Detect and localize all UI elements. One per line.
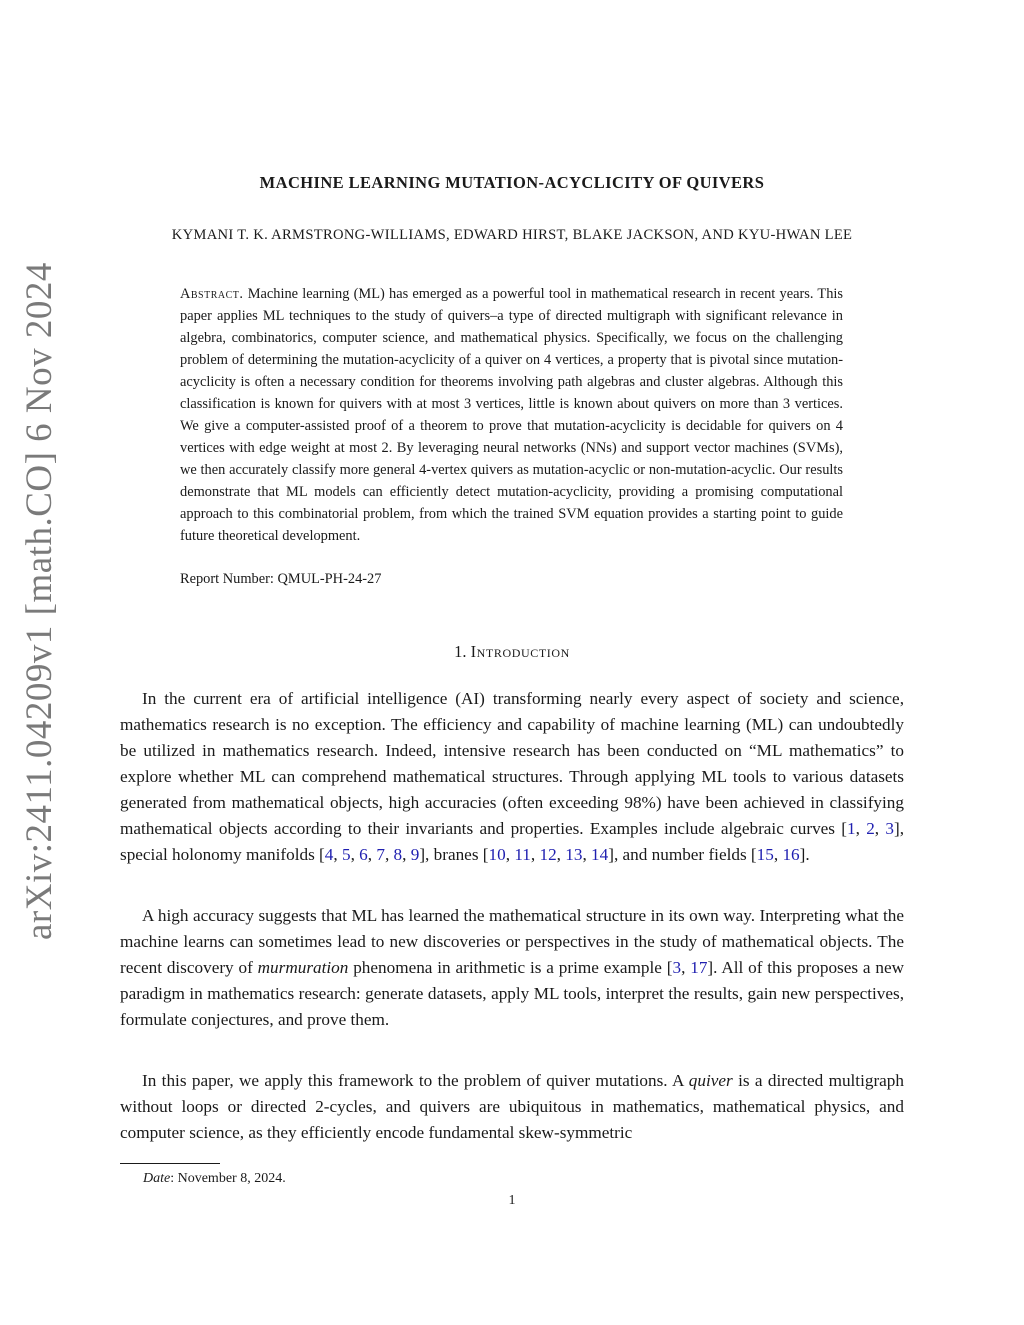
para3-italic-term: quiver bbox=[688, 1071, 733, 1090]
section-heading bbox=[0, 642, 1024, 662]
citation-link[interactable]: 2 bbox=[866, 819, 875, 838]
para1-text-a: In the current era of artificial intelligence (AI) transforming nearly every aspect of society and science, mathematics research is no exception. The efficiency and capability of machine learning (ML) can undoubtedly be utilized in mathematics research. Indeed, intensive research has been conducted on “ML mathematics” to explore whether ML can comprehend mathematical structures. Through applying ML tools to various datasets generated from mathematical objects, high accuracies (often exceeding 98%) have been achieved in classifying mathematical objects according to their invariants and properties. Examples include algebraic curves [ bbox=[120, 689, 904, 838]
footnote-label: Date bbox=[143, 1171, 171, 1186]
report-number: Report Number: QMUL-PH-24-27 bbox=[180, 571, 382, 587]
citation-link[interactable]: 10 bbox=[488, 845, 506, 864]
citation-link[interactable]: 16 bbox=[782, 845, 800, 864]
citation-link[interactable]: 6 bbox=[359, 845, 368, 864]
paragraph-3 bbox=[120, 1068, 904, 1146]
citation-link[interactable]: 14 bbox=[591, 845, 609, 864]
arxiv-identifier-stamp: arXiv:2411.04209v1 [math.CO] 6 Nov 2024 bbox=[19, 262, 60, 940]
citation-link[interactable]: 17 bbox=[690, 958, 708, 977]
para3-text-a: In this paper, we apply this framework to the problem of quiver mutations. A bbox=[142, 1071, 689, 1090]
citation-link[interactable]: 4 bbox=[324, 845, 334, 864]
abstract-label: Abstract. bbox=[180, 286, 244, 302]
abstract-text: Machine learning (ML) has emerged as a powerful tool in mathematical research in recent years. This paper applies ML techniques to the study of quivers–a type of directed multigraph with significant relevance in algebra, combinatorics, computer science, and mathematical physics. Specifically, we focus on the challenging problem of determining the mutation-acyclicity of a quiver on 4 vertices, a property that is pivotal since mutation-acyclicity is often a necessary condition for theorems involving path algebras and cluster algebras. Although this classification is known for quivers with at most 3 vertices, little is known about quivers on more than 3 vertices. We give a computer-assisted proof of a theorem to prove that mutation-acyclicity is decidable for quivers on 4 vertices with edge weight at most 2. By leveraging neural networks (NNs) and support vector machines (SVMs), we then accurately classify more general 4-vertex quivers as mutation-acyclic or non-mutation-acyclic. Our results demonstrate that ML models can efficiently detect mutation-acyclicity, providing a promising computational approach to this combinatorial problem, from which the trained SVM equation provides a starting point to guide future theoretical development. bbox=[180, 286, 843, 544]
citation-link[interactable]: 3 bbox=[885, 819, 894, 838]
para1-text-b: ], special holonomy manifolds [ bbox=[120, 819, 905, 864]
para1-text-d: ], and number fields [ bbox=[608, 845, 757, 864]
para2-text-a: A high accuracy suggests that ML has learned the mathematical structure in its own way. Interpreting what the machine learns can sometimes lead to new discoveries or perspectives in the study of mathematical objects. The recent discovery of bbox=[120, 906, 904, 977]
abstract bbox=[180, 283, 843, 547]
section-title: Introduction bbox=[470, 642, 570, 661]
footnote-text: : November 8, 2024. bbox=[170, 1171, 286, 1186]
para2-italic-term: murmuration bbox=[257, 958, 349, 977]
paragraph-1: In the current era of artificial intelligence (AI) transforming nearly every aspect of society and science, mathematics research is no exception. The efficiency and capability of machine learning (ML) can undoubtedly be utilized in mathematics research. Indeed, intensive research has been conducted on “ML mathematics” to explore whether ML can comprehend mathematical structures. Through applying ML tools to various datasets generated from mathematical objects, high accuracies (often exceeding 98%) have been achieved in classifying mathematical objects according to their invariants and properties. Examples include algebraic curves [1, 2, 3], special holonomy manifolds [4, 5, 6, 7, 8, 9], branes [10, 11, 12, 13, 14], and number fields [15, 16]. bbox=[120, 689, 905, 864]
citation-link[interactable]: 9 bbox=[410, 845, 420, 864]
para3-text-b: is a directed multigraph without loops or directed 2-cycles, and quivers are ubiquitous in mathematics, mathematical physics, and computer science, as they efficiently encode fundamental skew-symmetric bbox=[120, 1071, 904, 1142]
author-list: KYMANI T. K. ARMSTRONG-WILLIAMS, EDWARD HIRST, BLAKE JACKSON, AND KYU-HWAN LEE bbox=[171, 227, 853, 243]
citation-link[interactable]: 11 bbox=[514, 845, 531, 864]
page-number: 1 bbox=[508, 1193, 516, 1208]
citation-link[interactable]: 7 bbox=[376, 845, 385, 864]
para1-text-c: ], branes [ bbox=[419, 845, 489, 864]
citation-link[interactable]: 15 bbox=[756, 845, 774, 864]
section-number: 1. bbox=[454, 642, 467, 661]
citation-link[interactable]: 3 bbox=[672, 958, 682, 977]
para2-text-b: phenomena in arithmetic is a prime example [ bbox=[348, 958, 673, 977]
para2-text-c: ]. All of this proposes a new paradigm in mathematics research: generate datasets, apply ML tools, interpret the results, gain new perspectives, formulate conjectures, and prove them. bbox=[120, 958, 904, 1029]
footnote-date bbox=[143, 1171, 286, 1187]
paragraph-2: A high accuracy suggests that ML has learned the mathematical structure in its own way. Interpreting what the machine learns can sometimes lead to new discoveries or perspectives in the study of mathematical objects. The recent discovery of murmuration phenomena in arithmetic is a prime example [3, 17]. All of this proposes a new paradigm in mathematics research: generate datasets, apply ML tools, interpret the results, gain new perspectives, formulate conjectures, and prove them. bbox=[120, 906, 904, 1029]
footnote-rule bbox=[120, 1163, 220, 1164]
citation-link[interactable]: 12 bbox=[539, 845, 557, 864]
citation-link[interactable]: 13 bbox=[565, 845, 583, 864]
citation-link[interactable]: 5 bbox=[341, 845, 351, 864]
paper-title: MACHINE LEARNING MUTATION-ACYCLICITY OF QUIVERS bbox=[259, 173, 765, 192]
citation-link[interactable]: 8 bbox=[393, 845, 403, 864]
citation-link[interactable]: 1 bbox=[847, 819, 856, 838]
para1-text-e: ]. bbox=[799, 845, 810, 864]
